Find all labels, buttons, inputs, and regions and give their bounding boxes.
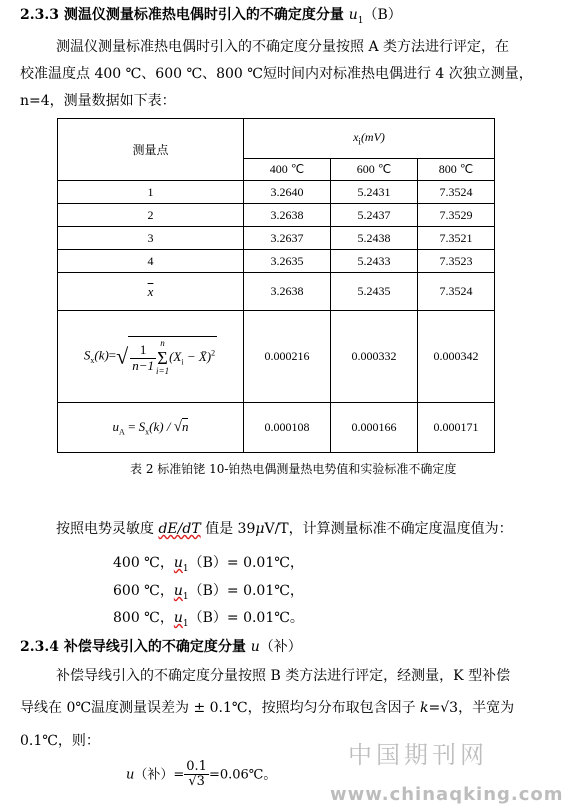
frac-den: n−1: [132, 357, 154, 373]
sum-top: n: [160, 338, 165, 349]
f-eq: =: [108, 347, 117, 363]
header-measure-point: 测量点: [58, 119, 244, 181]
para2-post: V/T，计算测量标准不确定度温度值为：: [264, 521, 513, 537]
watermark-url: www.chinaqking.com: [330, 784, 564, 805]
f-s: S: [83, 347, 91, 363]
f-u: u: [112, 418, 120, 434]
para3-k: k: [420, 700, 429, 716]
mean-label: [58, 273, 244, 311]
para2-deriv: dE/dT: [158, 521, 201, 537]
table-row-ua: [58, 403, 495, 453]
para1-line1: 测温仪测量标准热电偶时引入的不确定度分量按照 A 类方法进行评定，在: [56, 39, 510, 55]
cell: 5.2433: [331, 250, 418, 273]
sum: [156, 339, 169, 377]
cell: 7.3523: [418, 250, 495, 273]
para2-mu: μ: [255, 521, 265, 537]
table-row: [58, 204, 495, 227]
table-row: [58, 250, 495, 273]
result-rest: （B）= 0.01℃。: [188, 610, 304, 626]
watermark-cn: 中国期刊网: [348, 741, 488, 769]
para2-pre: 按照电势灵敏度: [56, 521, 159, 537]
ff-den: √3: [188, 774, 205, 790]
f-eq: =: [124, 418, 139, 434]
result-sub: 1: [182, 618, 189, 629]
table-row: [58, 227, 495, 250]
symbol-arg: （补）: [259, 639, 302, 655]
f-s: S: [138, 418, 146, 434]
table-row-mean: [58, 273, 495, 311]
section-title: 测温仪测量标准热电偶时引入的不确定度分量: [63, 7, 344, 23]
f-s-sub: x: [90, 356, 95, 366]
sum-body-rest: − X̄): [183, 348, 212, 364]
measurement-table: [57, 118, 495, 453]
result-sub: 1: [182, 563, 189, 574]
section-heading-2-3-3: [20, 4, 402, 26]
cell: 3.2638: [244, 204, 331, 227]
header-xi: [244, 119, 495, 159]
symbol-u: u: [348, 7, 358, 23]
cell: 7.3524: [418, 181, 495, 204]
header-temp-400: 400 ℃: [244, 159, 331, 181]
cell: 0.000332: [331, 311, 418, 403]
root-n: n: [181, 418, 189, 434]
cell: 5.2437: [331, 204, 418, 227]
section-number: 2.3.4: [20, 639, 59, 655]
para3-line3: 0.1℃，则：: [20, 733, 100, 749]
cell: 0.000166: [331, 403, 418, 453]
result-400: [113, 552, 304, 574]
cell: 5.2431: [331, 181, 418, 204]
ff-fraction: [184, 760, 209, 790]
header-x-sub: i: [358, 136, 361, 147]
result-temp: 400 ℃，: [113, 555, 174, 571]
sigma-glyph: Σ: [157, 348, 168, 368]
para3-line1: 补偿导线引入的不确定度分量按照 B 类方法进行评定，经测量，K 型补偿: [56, 668, 511, 684]
cell: 0.000342: [418, 311, 495, 403]
cell: 7.3524: [418, 273, 495, 311]
sum-body-sub: i: [181, 357, 184, 367]
cell: 0.000171: [418, 403, 495, 453]
row-label: 1: [58, 181, 244, 204]
row-label: 4: [58, 250, 244, 273]
result-u: u: [173, 610, 183, 626]
header-temp-600: 600 ℃: [331, 159, 418, 181]
section-number: 2.3.3: [20, 7, 59, 23]
result-temp: 800 ℃，: [113, 610, 174, 626]
x-bar: $\overline{x}$: [147, 283, 154, 299]
result-sub: 1: [182, 591, 189, 602]
formula-ua: [58, 403, 244, 453]
f-s-sub: x: [145, 427, 150, 437]
sum-bot: i=1: [156, 366, 170, 376]
ff-arg: （补）=: [134, 767, 185, 783]
sqrt-sign: √: [116, 343, 129, 369]
formula-std-dev: [58, 311, 244, 403]
para3-line2b: =√3，半宽为: [428, 700, 515, 716]
header-x-symbol: x: [353, 130, 359, 145]
sum-body: (X: [169, 348, 182, 364]
cell: 7.3521: [418, 227, 495, 250]
cell: 3.2640: [244, 181, 331, 204]
result-600: [113, 580, 304, 602]
frac-num: 1: [130, 343, 156, 358]
result-temp: 600 ℃，: [113, 583, 174, 599]
table-caption: 表 2 标准铂铑 10-铂热电偶测量热电势值和实验标准不确定度: [130, 462, 457, 476]
symbol-arg: （B）: [363, 7, 402, 23]
final-formula: [126, 760, 276, 790]
para3-line2a: 导线在 0℃温度测量误差为 ± 0.1℃，按照均匀分布取包含因子: [20, 700, 421, 716]
sqrt-sign: √: [173, 418, 182, 435]
para2-mid: 值是 39: [200, 521, 256, 537]
para1-line2: 校准温度点 400 ℃、600 ℃、800 ℃短时间内对标准热电偶进行 4 次独立测量，: [20, 66, 533, 82]
cell: 3.2637: [244, 227, 331, 250]
result-rest: （B）= 0.01℃，: [188, 555, 304, 571]
power: 2: [211, 348, 216, 358]
header-temp-800: 800 ℃: [418, 159, 495, 181]
cell: 0.000216: [244, 311, 331, 403]
cell: 0.000108: [244, 403, 331, 453]
fraction: [130, 343, 156, 373]
table-row-std: [58, 311, 495, 403]
para2: [56, 518, 513, 538]
header-x-unit: (mV): [360, 130, 385, 145]
table-row: [58, 181, 495, 204]
cell: 7.3529: [418, 204, 495, 227]
f-u-sub: A: [119, 427, 125, 437]
section-heading-2-3-4: [20, 636, 302, 656]
ff-result: =0.06℃。: [208, 767, 277, 783]
para1-line3: n=4，测量数据如下表：: [20, 93, 176, 109]
result-u: u: [173, 555, 183, 571]
symbol-sub: 1: [357, 15, 364, 26]
result-800: [113, 607, 304, 629]
row-label: 3: [58, 227, 244, 250]
symbol-u: u: [250, 639, 260, 655]
cell: 5.2438: [331, 227, 418, 250]
para3-line2: [20, 697, 514, 717]
f-s-arg: (k): [94, 347, 109, 363]
ff-num: 0.1: [186, 759, 207, 774]
result-rest: （B）= 0.01℃，: [188, 583, 304, 599]
cell: 3.2638: [244, 273, 331, 311]
ff-u: u: [126, 767, 135, 783]
f-s-arg: (k) /: [149, 418, 174, 434]
row-label: 2: [58, 204, 244, 227]
result-u: u: [173, 583, 183, 599]
cell: 5.2435: [331, 273, 418, 311]
section-title: 补偿导线引入的不确定度分量: [63, 639, 246, 655]
sqrt-body: [128, 336, 217, 377]
cell: 3.2635: [244, 250, 331, 273]
